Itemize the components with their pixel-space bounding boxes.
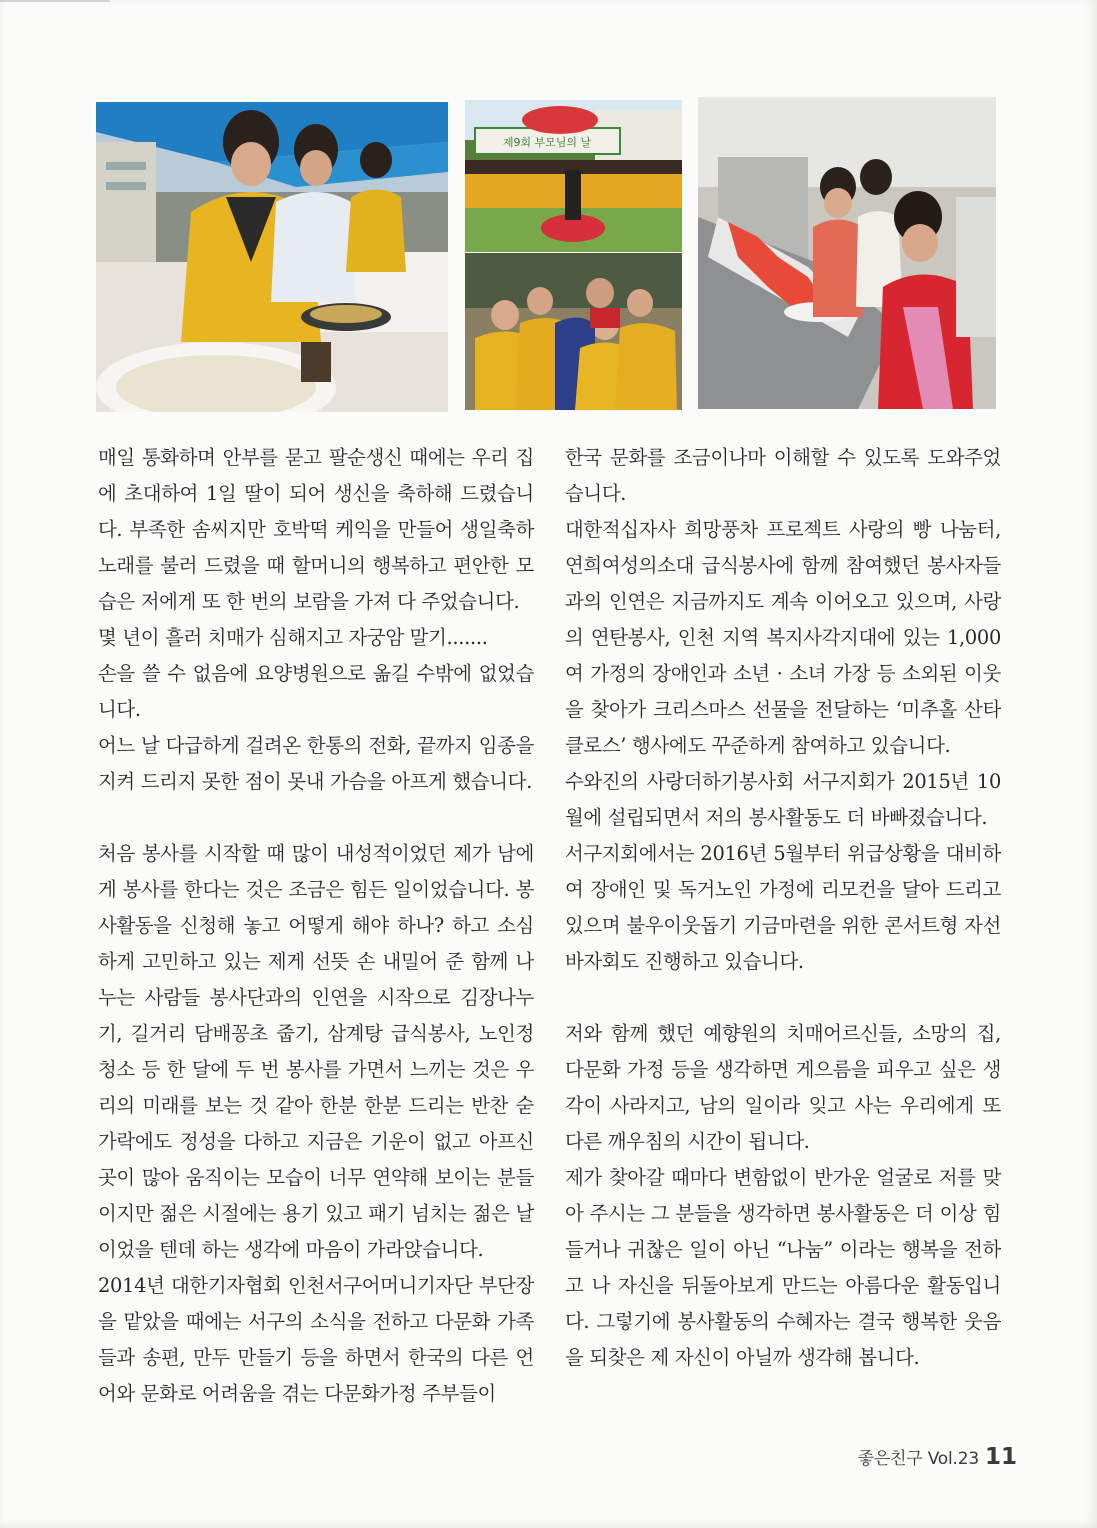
paragraph: 처음 봉사를 시작할 때 많이 내성적이었던 제가 남에게 봉사를 한다는 것은 조금은 힘든 일이었습니다. 봉사활동을 신청해 놓고 어떻게 해야 하나? 하고 소심하게 고민하고 있는 제게 선뜻 손 내밀어 준 함께 나누는 사람들 봉사단과의 인연을 시작으로 김장나누기, 길거리 담배꽁초 줍기, 삼계탕 급식봉사, 노인정 청소 등 한 달에 두 번 봉사를 가면서 느끼는 것은 우리의 미래를 보는 것 같아 한분 한분 드리는 반찬 숟가락에도 정성을 다하고 지금은 기운이 없고 아프신 곳이 많아 움직이는 모습이 너무 연약해 보이는 분들이지만 젊은 시절에는 용기 있고 패기 넘치는 젊은 날 이었을 텐데 하는 생각에 마음이 가라앉습니다. — [98, 842, 534, 1261]
page-number: 11 — [984, 1444, 1017, 1470]
magazine-title: 좋은친구 Vol.23 — [857, 1449, 979, 1469]
paragraph: 서구지회에서는 2016년 5월부터 위급상황을 대비하여 장애인 및 독거노인 가정에 리모컨을 달아 드리고 있으며 불우이웃돕기 기금마련을 위한 콘서트형 자선바자회도 진행하고 있습니다. — [565, 842, 1001, 973]
paragraph: 어느 날 다급하게 걸려온 한통의 전화, 끝까지 임종을 지켜 드리지 못한 점이 못내 가슴을 아프게 했습니다. — [98, 734, 534, 793]
paragraph: 대한적십자사 희망풍차 프로젝트 사랑의 빵 나눔터, 연희여성의소대 급식봉사에 함께 참여했던 봉사자들과의 인연은 지금까지도 계속 이어오고 있으며, 사랑의 연탄봉사, 인천 지역 복지사각지대에 있는 1,000여 가정의 장애인과 소년 · 소녀 가장 등 소외된 이웃을 찾아가 크리스마스 선물을 전달하는 ‘미추홀 산타클로스’ 행사에도 꾸준하게 참여하고 있습니다. — [565, 518, 1001, 757]
paragraph: 한국 문화를 조금이나마 이해할 수 있도록 도와주었습니다. — [565, 446, 1001, 505]
paragraph: 손을 쓸 수 없음에 요양병원으로 옮길 수밖에 없었습니다. — [98, 662, 534, 721]
paragraph: 2014년 대한기자협회 인천서구어머니기자단 부단장을 맡았을 때에는 서구의 소식을 전하고 다문화 가족들과 송편, 만두 만들기 등을 하면서 한국의 다른 언어와 문화로 어려움을 겪는 다문화가정 주부들이 — [98, 1274, 534, 1405]
paragraph: 매일 통화하며 안부를 묻고 팔순생신 때에는 우리 집에 초대하여 1일 딸이 되어 생신을 축하해 드렸습니다. 부족한 솜씨지만 호박떡 케익을 만들어 생일축하 노래를 불러 드렸을 때 할머니의 행복하고 편안한 모습은 저에게 또 한 번의 보람을 가져 다 주었습니다. — [98, 446, 534, 613]
paragraph: 제가 찾아갈 때마다 변함없이 반가운 얼굴로 저를 맞아 주시는 그 분들을 생각하면 봉사활동은 더 이상 힘들거나 귀찮은 일이 아닌 “나눔” 이라는 행복을 전하고 나 자신을 뒤돌아보게 만드는 아름다운 활동입니다. 그렇기에 봉사활동의 수혜자는 결국 행복한 웃음을 되찾은 제 자신이 아닐까 생각해 봅니다. — [565, 1166, 1001, 1369]
paragraph: 몇 년이 흘러 치매가 심해지고 자궁암 말기....... — [98, 626, 488, 649]
event-banner-text: 제9회 부모님의 날 — [502, 136, 592, 149]
paragraph: 수와진의 사랑더하기봉사회 서구지회가 2015년 10월에 설립되면서 저의 봉사활동도 더 바빠졌습니다. — [565, 770, 1001, 829]
paragraph: 저와 함께 했던 예향원의 치매어르신들, 소망의 집, 다문화 가정 등을 생각하면 게으름을 피우고 싶은 생각이 사라지고, 남의 일이라 잊고 사는 우리에게 또 다른 깨우침의 시간이 됩니다. — [565, 1022, 1001, 1153]
